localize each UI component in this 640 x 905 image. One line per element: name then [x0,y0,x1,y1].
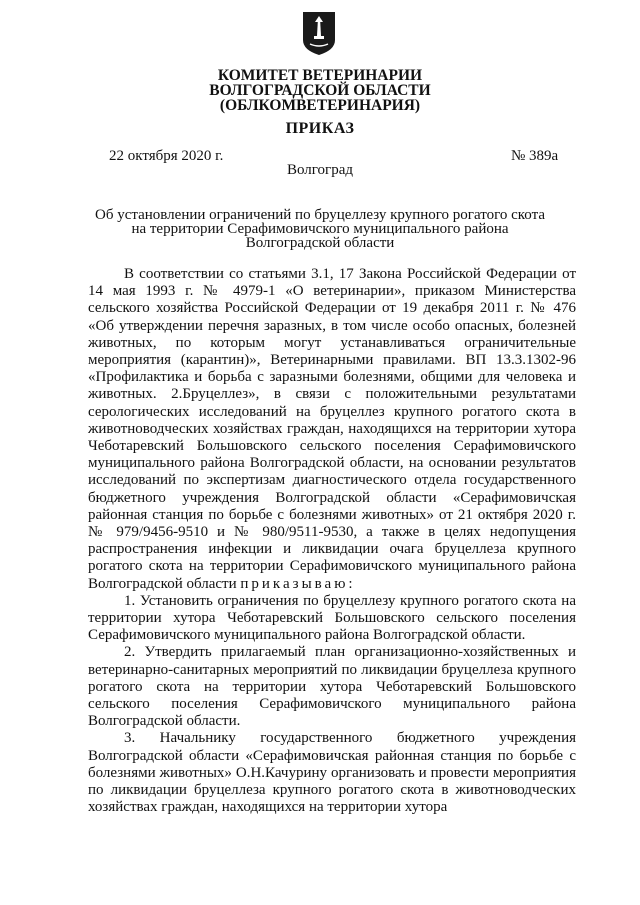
order-number: № 389а [511,148,559,164]
clause-3-paragraph: 3. Начальнику государственного бюджетного учреждения Волгоградской области «Серафимовичская районная станция по борьбе с болезнями животных» О.Н.Качурину организовать и провести мероприятия по ликвидации бруцеллеза крупного рогатого скота в животноводческих хозяйствах граждан, находящихся на территории хутора [88,730,576,816]
subject-line-3: Волгоградской области [245,235,395,251]
preamble-paragraph [88,266,576,593]
preamble-text: В соответствии со статьями 3.1, 17 Закона Российской Федерации от 14 мая 1993 г. № 4979-1 «О ветеринарии», приказом Министерства сельского хозяйства Российской Федерации от 19 декабря 2011 г. № 476 «Об утверждении перечня заразных, в том числе особо опасных, болезней животных, по которым могут устанавливаться ограничительные мероприятия (карантин)», Ветеринарными правилами. ВП 13.3.1302-96 «Профилактика и борьба с заразными болезнями, общими для человека и животных. 2.Бруцеллез», в связи с положительными результатами серологических исследований на бруцеллез крупного рогатого скота в животноводческих хозяйствах граждан, находящихся на территории хутора Чеботаревский Большовского сельского поселения Серафимовичского муниципального района Волгоградской области, на основании результатов исследований по экспертизам диагностического отдела государственного бюджетного учреждения Волгоградской области «Серафимовичская районная станция по борьбе с болезнями животных» от 21 октября 2020 г. № 979/9456-9510 и № 980/9511-9530, а также в целях недопущения распространения инфекции и ликвидации очага бруцеллеза крупного рогатого скота на территории Серафимовичского муниципального района Волгоградской области [88,266,576,592]
document-type-title: ПРИКАЗ [285,120,355,137]
committee-name-line-2: ВОЛГОГРАДСКОЙ ОБЛАСТИ [209,82,431,99]
committee-name-line-1: КОМИТЕТ ВЕТЕРИНАРИИ [217,67,423,84]
clause-2-paragraph: 2. Утвердить прилагаемый план организационно-хозяйственных и ветеринарно-санитарных мероприятий по ликвидации бруцеллеза крупного рогатого скота на территории хутора Чеботаревский Большовского сельского поселения Серафимовичского муниципального района Волгоградской области. [88,644,576,730]
order-directive-word: приказываю: [240,575,356,592]
subject-line-2: на территории Серафимовичского муниципального района [131,221,509,237]
order-body [88,266,576,817]
committee-abbreviation: (ОБЛКОМВЕТЕРИНАРИЯ) [219,97,421,114]
volgograd-coat-of-arms-icon [301,10,337,56]
subject-line-1: Об установлении ограничений по бруцеллезу крупного рогатого скота [95,207,545,223]
order-city: Волгоград [286,162,353,178]
clause-1-paragraph: 1. Установить ограничения по бруцеллезу крупного рогатого скота на территории хутора Чеботаревский Большовского сельского поселения Серафимовичского муниципального района Волгоградской области. [88,592,576,644]
order-date: 22 октября 2020 г. [109,148,224,164]
